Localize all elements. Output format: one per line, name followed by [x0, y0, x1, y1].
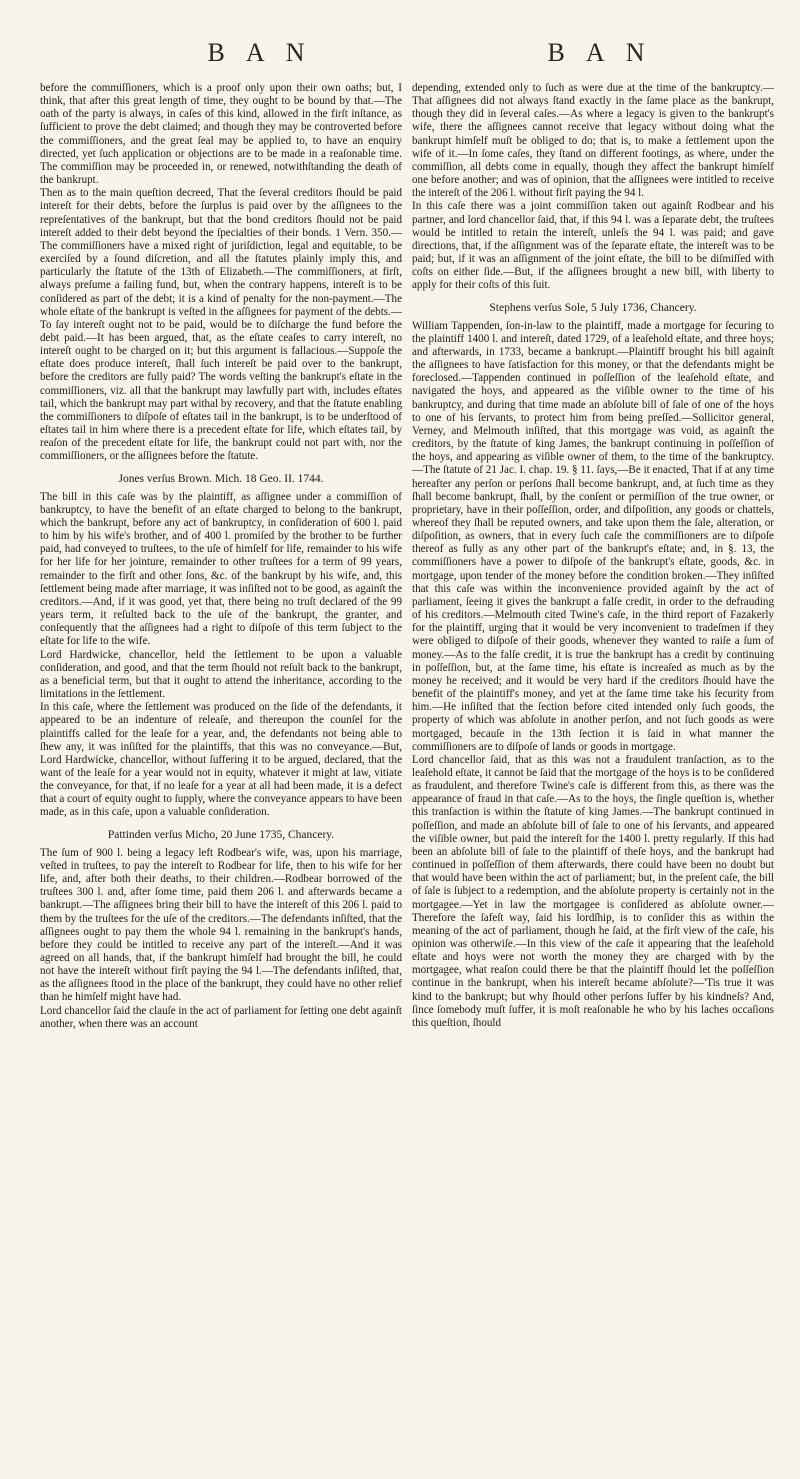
- paragraph: depending, extended only to ſuch as were due at the time of the bankruptcy.—That aſſignees did not always ſtand exactly in the ſame place as the bankrupt, though they did in ſeveral caſes.—As where a legacy is given to the bankrupt's wife, there the aſſignees cannot receive that legacy without doing what the bankrupt himſelf muſt be obliged to do; that is, to make a ſettlement upon the wife of it.—In ſome caſes, they ſtand on different footings, as where, under the commiſſion, all debts come in equally, though they affect the bankrupt himſelf one before another; and was of opinion, that the aſſignees were intitled to receive the intereſt of the 206 l. without firſt paying the 94 l.: [412, 82, 774, 200]
- paragraph: before the commiſſioners, which is a proof only upon their own oaths; but, I think, that after this great length of time, they ought to be bound by that.—The oath of the party is always, in caſes of this kind, allowed in the firſt inſtance, as ſufficient to prove the debt claimed; and though they may be controverted before the commiſſioners, and the great ſeal may be applied to, to have an enquiry directed, yet ſuch application or objections are to be made in a reaſonable time. The commiſſion may be proceeded in, or renewed, notwithſtanding the death of the bankrupt.: [40, 82, 402, 187]
- case-heading: Pattinden verſus Micho, 20 June 1735, Chancery.: [107, 828, 335, 841]
- paragraph: The bill in this caſe was by the plaintiff, as aſſignee under a commiſſion of bankruptcy, to have the benefit of an eſtate charged to belong to the bankrupt, which the bankrupt, before any act of bankruptcy, in conſideration of 600 l. paid to him by his wife's brother, and of 400 l. promiſed by the brother to be further paid, had conveyed to truſtees, to the uſe of himſelf for life, remainder to his wife for her life for her jointure, remainder to other truſtees for a term of 99 years, remainder to the firſt and other ſons, &c. of the bankrupt by his wife, and, this ſettlement being made after marriage, it was inſiſted not to be good, as againſt the creditors.—And, if it was good, yet that, there being no truſt declared of the 99 years term, it reſulted back to the uſe of the bankrupt, the granter, and conſequently that the aſſignees had a right to diſpoſe of this term ſubject to the eſtate for life to the wife.: [40, 490, 402, 648]
- right-column: [412, 82, 774, 1467]
- running-head-left: B A N: [207, 38, 313, 67]
- case-heading: Stephens verſus Sole, 5 July 1736, Chancery.: [489, 301, 697, 314]
- paragraph: Lord Hardwicke, chancellor, held the ſettlement to be upon a valuable conſideration, and good, and that the term ſhould not reſult back to the bankrupt, as a beneficial term, but that it ought to attend the inheritance, according to the limitations in the ſettlement.: [40, 648, 402, 701]
- paragraph: In this caſe there was a joint commiſſion taken out againſt Rodbear and his partner, and lord chancellor ſaid, that, if this 94 l. was a ſeparate debt, the truſtees would be intitled to retain the intereſt, unleſs the 94 l. was paid; and gave directions, that, if the aſſignment was of the ſeparate eſtate, the intereſt was to be paid; but, if it was an aſſignment of the joint eſtate, the bill to be diſmiſſed with coſts on either ſide.—But, if the aſſignees brought a new bill, with liberty to apply for their coſts of this ſuit.: [412, 200, 774, 292]
- case-heading: Jones verſus Brown. Mich. 18 Geo. II. 1744.: [118, 472, 324, 485]
- paragraph: In this caſe, where the ſettlement was produced on the ſide of the defendants, it appeared to be an indenture of releaſe, and thereupon the counſel for the plaintiffs called for the leaſe for a year, and, the defendants not being able to ſhew any, it was inſiſted for the plaintiffs, that this was no conveyance.—But, Lord Hardwicke, chancellor, without ſuffering it to be argued, declared, that the want of the leaſe for a year would not in equity, whatever it might at law, vitiate the conveyance, for that, if no leaſe for a year at all had been made, it is a defect that a court of equity ought to ſupply, where the conveyance appears to have been made, as in this caſe, upon a valuable conſideration.: [40, 701, 402, 819]
- page-header: [0, 38, 800, 78]
- paragraph: Then as to the main queſtion decreed, That the ſeveral creditors ſhould be paid intereſt for their debts, before the ſurplus is paid over by the aſſignees to the repreſentatives of the bankrupt, but that the bond creditors ſhould not be paid intereſt added to their debt beyond the ſpecialties of their bonds. 1 Vern. 350.—The commiſſioners have a mixed right of juriſdiction, legal and equitable, to be exerciſed by a ſound diſcretion, and all the ſtatutes plainly imply this, and particularly the ſtatute of the 13th of Elizabeth.—The commiſſioners, at firſt, always preſume a failing fund, but, when the contrary happens, intereſt is to be conſidered as part of the debt; it is a kind of penalty for the non-payment.—The whole eſtate of the bankrupt is veſted in the aſſignees for payment of the debts.—To ſay intereſt ought not to be paid, would be to diſcharge the fund before the debt paid.—It has been argued, that, as the eſtate ceaſes to carry intereſt, no intereſt ought to be charged on it; but this argument is fallacious.—Suppoſe the eſtate does produce intereſt, ſhall ſuch intereſt be paid over to the bankrupt, before the creditors are fully paid? The words veſting the bankrupt's eſtate in the commiſſioners, viz. all that the bankrupt may lawfully part with, includes eſtates tail, which the bankrupt may part withal by recovery, and that the ſtatute enabling the commiſſioners to diſpoſe of eſtates tail in the bankrupt, is to be underſtood of eſtates tail in him where there is a precedent eſtate for life, which eſtates tail, by reaſon of the precedent eſtate for life, the bankrupt could not part with, nor the commiſſioners, or the aſſignees before the ſtatute.: [40, 187, 402, 463]
- left-column: [40, 82, 402, 1467]
- running-head-right: B A N: [547, 38, 653, 67]
- paragraph: Lord chancellor ſaid the clauſe in the act of parliament for ſetting one debt againſt another, when there was an account: [40, 1004, 402, 1030]
- paragraph: Lord chancellor ſaid, that as this was not a fraudulent tranſaction, as to the leaſehold eſtate, it cannot be ſaid that the mortgage of the hoys is to be conſidered as fraudulent, and therefore Twine's caſe is different from this, as there was the appearance of fraud in that caſe.—As to the hoys, the ſingle queſtion is, whether this tranſaction is within the ſtatute of king James.—The bankrupt continued in poſſeſſion, and made an abſolute bill of ſale to one of his ſervants, and appeared the viſible owner, but paid the intereſt for the 1400 l. pretty regularly. If this had been an abſolute bill of ſale to the plaintiff of theſe hoys, and the bankrupt had continued in poſſeſſion of them afterwards, there could have been no doubt but that would have been within the act of parliament; but, in the preſent caſe, the bill of ſale is ſubject to a redemption, and the abſolute property is certainly not in the mortgagee.—Yet in law the mortgagee is conſidered as abſolute owner.—Therefore the ſafeſt way, ſaid his lordſhip, is to conſider this as within the meaning of the act of parliament, though he ſaid, at the firſt view of the caſe, his opinion was otherwiſe.—In this view of the caſe it appearing that the leaſehold eſtate and hoys were not worth the money they are charged with by the mortgagee, what reaſon could there be that the plaintiff ſhould let the poſſeſſion continue in the bankrupt, when his intereſt became abſolute?—'Tis true it was kind to the bankrupt; but why ſhould other perſons ſuffer by his kindneſs? And, ſince ſomebody muſt ſuffer, it is moſt reaſonable he who by his laches occaſions this queſtion, ſhould: [412, 753, 774, 1029]
- paragraph: The ſum of 900 l. being a legacy left Rodbear's wife, was, upon his marriage, veſted in truſtees, to pay the intereſt to Rodbear for life, then to his wife for her life, and, after both their deaths, to their children.—Rodbear borrowed of the truſtees 300 l. and, after ſome time, paid them 206 l. and afterwards became a bankrupt.—The aſſignees bring their bill to have the intereſt of this 206 l. paid to them by the truſtees for the uſe of the creditors.—The defendants inſiſted, that the aſſignees ought to pay them the whole 94 l. remaining in the bankrupt's hands, before they could be intitled to receive any part of the intereſt.—And it was agreed on all hands, that, if the bankrupt himſelf had brought the bill, he could not have the intereſt without firſt paying the 94 l.—The defendants inſiſted, that, as the aſſignees ſtood in the place of the bankrupt, they could have no other relief than he himſelf might have had.: [40, 846, 402, 1004]
- paragraph: William Tappenden, ſon-in-law to the plaintiff, made a mortgage for ſecuring to the plaintiff 1400 l. and intereſt, dated 1729, of a leaſehold eſtate, and three hoys; and afterwards, in 1733, became a bankrupt.—Plaintiff brought his bill againſt the aſſignees to have ſatisfaction for this money, or that the defendants might be foreclosed.—Tappenden continued in poſſeſſion of the leaſehold eſtate, and navigated the hoys, and appeared as the viſible owner to the time of his bankruptcy, and during that time made an abſolute bill of ſale of one of the hoys to one of his ſervants, to protect him from being preſſed.—Sollicitor general, Verney, and Melmouth inſiſted, that this mortgage was void, as againſt the creditors, by the ſtatute of king James, the bankrupt continuing in poſſeſſion of the hoys, and appearing as viſible owner of them, to the time of the bankruptcy.—The ſtatute of 21 Jac. I. chap. 19. § 11. ſays,—Be it enacted, That if at any time hereafter any perſon or perſons ſhall become bankrupt, and, at ſuch time as they ſhall become bankrupt, ſhall, by the conſent or permiſſion of the true owner, or proprietary, have in their poſſeſſion, order, and diſpoſition, any goods or chattels, whereof they ſhall be reputed owners, and take upon them the ſale, alteration, or diſpoſition, as owners, that in every ſuch caſe the commiſſioners are to diſpoſe thereof as fully as any other part of the bankrupt's eſtate; and, in §. 13, the commiſſioners have a power to diſpoſe of the bankrupt's eſtate, goods, &c. in mortgage, upon tender of the money before the condition broken.—They inſiſted that this caſe was within the inconvenience provided againſt by the act of parliament, ſeeing it gives the bankrupt a falſe credit, in order to the defrauding of his creditors.—Melmouth cited Twine's caſe, in the third report of Fazakerly for the plaintiff, urging that it would be very inconvenient to tradeſmen if they were obliged to diſpoſe of their goods, whenever they wanted to raiſe a ſum of money.—As to the falſe credit, it is true the bankrupt has a credit by continuing in poſſeſſion, but, at the ſame time, his eſtate is increaſed as much as by the money he received; and it would be very hard if the creditors ſhould have the benefit of the plaintiff's money, and yet at the ſame time take his ſecurity from him.—He inſiſted that the ſection before cited intended only ſuch goods, the property of which was abſolute in another perſon, and not ſuch goods as were mortgaged, becauſe in the 13th ſection it is ſaid in what manner the commiſſioners are to diſpoſe of lands or goods in mortgage.: [412, 319, 774, 753]
